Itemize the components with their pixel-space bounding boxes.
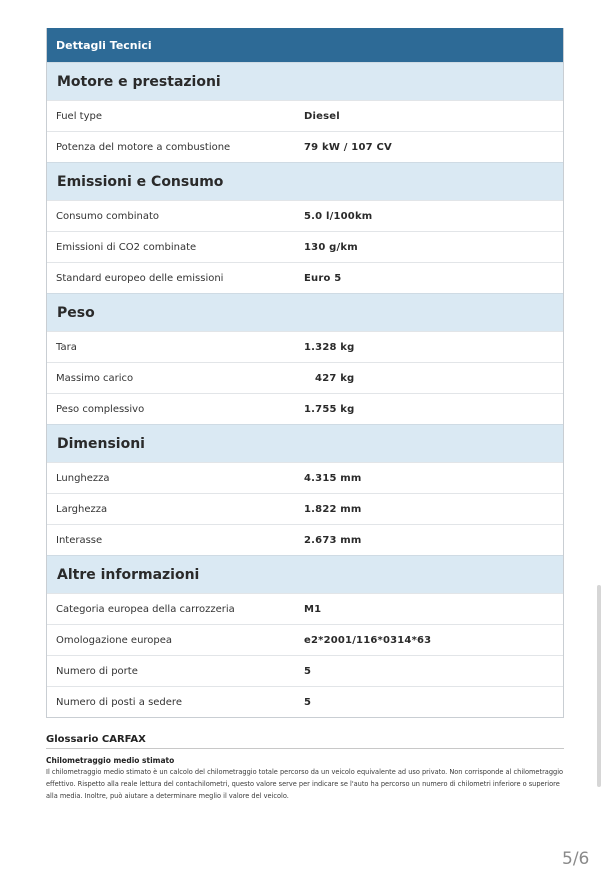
row-value: e2*2001/116*0314*63: [304, 634, 432, 646]
glossary-title: Glossario CARFAX: [46, 734, 564, 749]
section-title-other-info: Altre informazioni: [47, 555, 563, 593]
row-label: Standard europeo delle emissioni: [56, 272, 224, 284]
row-label: Consumo combinato: [56, 210, 160, 222]
card-title: Dettagli Tecnici: [47, 28, 563, 62]
row-value: 5: [304, 665, 312, 677]
table-row: [47, 686, 563, 717]
row-label: Emissioni di CO2 combinate: [56, 241, 197, 253]
row-label: Numero di posti a sedere: [56, 696, 182, 708]
table-row: [47, 624, 563, 655]
row-value: Diesel: [304, 110, 340, 122]
section-title-emissions: Emissioni e Consumo: [47, 162, 563, 200]
section-title-engine: Motore e prestazioni: [47, 62, 563, 100]
table-row: [47, 462, 563, 493]
table-row: [47, 100, 563, 131]
glossary: [46, 734, 564, 802]
row-label: Peso complessivo: [56, 403, 145, 415]
row-value: 4.315 mm: [304, 472, 362, 484]
table-row: [47, 131, 563, 162]
table-row: [47, 362, 563, 393]
scrollbar[interactable]: [597, 585, 601, 787]
row-label: Larghezza: [56, 503, 108, 515]
row-value: 5: [304, 696, 312, 708]
row-label: Categoria europea della carrozzeria: [56, 603, 235, 615]
row-label: Lunghezza: [56, 472, 110, 484]
glossary-term: Chilometraggio medio stimato: [46, 756, 175, 765]
row-value: 2.673 mm: [304, 534, 362, 546]
table-row: [47, 231, 563, 262]
row-value: Euro 5: [304, 272, 342, 284]
row-label: Interasse: [56, 534, 103, 546]
table-row: [47, 493, 563, 524]
row-label: Potenza del motore a combustione: [56, 141, 231, 153]
section-title-dimensions: Dimensioni: [47, 424, 563, 462]
table-row: [47, 655, 563, 686]
table-row: [47, 393, 563, 424]
row-value: 1.822 mm: [304, 503, 362, 515]
row-label: Omologazione europea: [56, 634, 173, 646]
technical-details-card: [46, 28, 564, 718]
table-row: [47, 262, 563, 293]
row-value: 130 g/km: [304, 241, 358, 253]
row-value: 1.755 kg: [304, 403, 355, 415]
row-label: Fuel type: [56, 110, 102, 122]
section-title-weight: Peso: [47, 293, 563, 331]
row-label: Massimo carico: [56, 372, 134, 384]
row-value: 79 kW / 107 CV: [304, 141, 392, 153]
table-row: [47, 331, 563, 362]
row-label: Numero di porte: [56, 665, 138, 677]
row-value: 427 kg: [304, 372, 355, 384]
table-row: [47, 524, 563, 555]
row-value: 1.328 kg: [304, 341, 355, 353]
row-value: M1: [304, 603, 322, 615]
glossary-text: Il chilometraggio medio stimato è un calcolo del chilometraggio totale percorso da un veicolo equivalente ad uso privato. Non corrisponde al chilometraggio effettivo. Rispetto alla reale lettura del contachilometri, questo valore serve per indicare se l'auto ha percorso un numero di chilometri inferiore o superiore alla media. Inoltre, può aiutare a determinare meglio il valore del veicolo.: [46, 768, 564, 800]
table-row: [47, 593, 563, 624]
table-row: [47, 200, 563, 231]
row-value: 5.0 l/100km: [304, 210, 373, 222]
row-label: Tara: [56, 341, 77, 353]
page-indicator: 5/6: [562, 849, 590, 869]
